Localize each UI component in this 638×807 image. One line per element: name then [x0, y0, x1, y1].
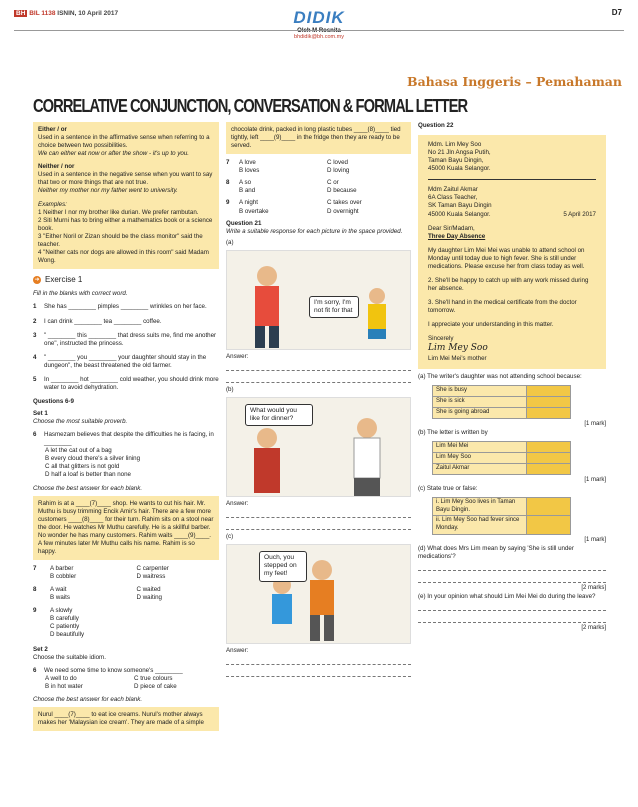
- notes-box: [33, 122, 219, 269]
- option: A slowly: [50, 607, 73, 615]
- exercise-item: [33, 318, 219, 326]
- marks: [1 mark]: [584, 421, 606, 428]
- address-line: SK Taman Bayu Dingin: [428, 202, 492, 210]
- question: [33, 565, 219, 581]
- brand-logo: DIDIK: [293, 8, 345, 27]
- item-number: 4: [33, 353, 37, 361]
- answer-line: [418, 601, 606, 611]
- letter-paragraph: My daughter Lim Mei Mei was unable to attend school on Monday until today due to high fever. She is still under medications. Please excuse her from class today as well.: [428, 246, 585, 270]
- marks: [2 marks]: [581, 624, 606, 631]
- column-2: [226, 122, 411, 679]
- answer-label: Answer:: [226, 352, 249, 360]
- option: C patiently: [50, 623, 80, 631]
- exercise-item: [33, 332, 219, 348]
- option: B cobbler: [50, 573, 77, 581]
- option: C waited: [136, 586, 161, 594]
- note-heading: Neither / nor: [38, 163, 75, 171]
- signature: Lim Mey Soo: [428, 343, 488, 354]
- letter-paragraph: 2. She'll be happy to catch up with any work missed during her absence.: [428, 276, 589, 292]
- answer-label: Answer:: [226, 647, 249, 654]
- option-cell: Zaitul Akmar: [433, 463, 527, 474]
- option-cell: Lim Mei Mei: [433, 441, 527, 452]
- instruction: Choose the best answer for each blank.: [33, 695, 143, 703]
- salutation: Dear Sir/Madam,: [428, 224, 475, 232]
- question-text: (c) State true or false:: [418, 484, 478, 492]
- letter-subject: Three Day Absence: [428, 232, 486, 240]
- option: D waitress: [136, 573, 166, 581]
- note-example: We can either eat now or after the show - it's up to you.: [38, 150, 190, 158]
- answer-table: [432, 441, 571, 475]
- question-number: 9: [33, 607, 37, 615]
- speech-bubble: Ouch, you stepped on my feet!: [259, 551, 307, 582]
- answer-line: [226, 373, 411, 383]
- option: B every cloud there's a silver lining: [45, 455, 141, 463]
- option: A let the cat out of a bag: [45, 447, 112, 455]
- option: D because: [327, 187, 357, 195]
- examples-heading: Examples:: [38, 200, 67, 208]
- option: B waits: [50, 594, 70, 602]
- option-cell: She is going abroad: [433, 408, 527, 419]
- question-text: (d) What does Mrs Lim mean by saying 'She is still under medications'?: [418, 544, 574, 560]
- item-number: 2: [33, 317, 37, 325]
- address-line: Taman Bayu Dingin,: [428, 157, 484, 165]
- option-cell: ii. Lim Mey Soo had fever since Monday.: [433, 516, 527, 535]
- option: C or: [327, 179, 339, 187]
- passage: Nurul ____(7)____ to eat ice creams. Nurul's mother always makes her 'Malaysian ice cream'. They are made of a simple: [33, 707, 219, 731]
- answer-line: [226, 361, 411, 371]
- picture-label: (b): [226, 385, 234, 393]
- answer-cell[interactable]: [527, 441, 571, 452]
- instruction: Write a suitable response for each picture in the space provided.: [226, 227, 403, 235]
- header-rule: [14, 30, 624, 31]
- address-line: 45000 Kuala Selangor.: [428, 210, 491, 218]
- question-number: 6: [33, 666, 37, 674]
- options: [237, 199, 411, 215]
- option: C loved: [327, 159, 348, 167]
- answer-table: [432, 497, 571, 535]
- question-text: (b) The letter is written by: [418, 428, 488, 436]
- option: B carefully: [50, 615, 79, 623]
- answer-cell[interactable]: [527, 452, 571, 463]
- options: [33, 675, 219, 691]
- option-cell: Lim Mey Soo: [433, 452, 527, 463]
- question-heading: Question 22: [418, 122, 454, 129]
- page-number: D7: [611, 8, 622, 17]
- item-text: In ________ hot ________ cold weather, you should drink more water to avoid dehydration.: [44, 375, 219, 391]
- answer-table: [432, 385, 571, 419]
- option-cell: She is busy: [433, 386, 527, 397]
- options: [33, 447, 219, 479]
- item-text: She has ________ pimples ________ wrinkles on her face.: [44, 303, 207, 311]
- option: C true colours: [134, 674, 173, 682]
- question: [226, 179, 411, 195]
- picture-b: [226, 397, 411, 497]
- item-text: I can drink ________ tea ________ coffee.: [44, 317, 162, 325]
- item-number: 1: [33, 303, 37, 311]
- item-text: " ________ this ________ that dress suits me, find me another one", instructed the princess.: [44, 331, 217, 347]
- example-item: 2 Siti Murni has to bring either a mathematics book or a science book.: [38, 216, 213, 232]
- option: D loving: [327, 167, 350, 175]
- question: [33, 431, 219, 447]
- answer-line: [226, 508, 411, 518]
- note-heading: Either / or: [38, 126, 67, 133]
- exercise-item: [33, 354, 219, 370]
- address-line: No 21 Jln Angsa Putih,: [428, 149, 491, 157]
- recipient-address: [428, 186, 596, 218]
- item-text: " ________ you ________ your daughter should stay in the dungeon", the beast threatened the old farmer.: [44, 353, 207, 369]
- section-title: Bahasa Inggeris – Pemahaman: [407, 74, 622, 89]
- note-text: Used in a sentence in the negative sense when you want to say that two or more things that are not true.: [38, 171, 213, 187]
- illustration: [227, 545, 411, 644]
- letter: [418, 135, 606, 369]
- option-cell: i. Lim Mey Soo lives in Taman Bayu Dingin.: [433, 497, 527, 516]
- option: D waiting: [136, 594, 162, 602]
- arrow-icon: ➜: [34, 277, 40, 284]
- answer-line: [226, 667, 411, 677]
- brand-badge: BH: [16, 10, 26, 17]
- page-header: [14, 8, 624, 89]
- question: [226, 159, 411, 175]
- question-text: Hasmezam believes that despite the difficulties he is facing, in ________: [44, 431, 214, 447]
- picture-a: [226, 250, 411, 350]
- option: B loves: [239, 167, 260, 175]
- issue-number: BIL 1138: [29, 10, 56, 17]
- question: [33, 607, 219, 639]
- marks: [1 mark]: [584, 476, 606, 483]
- address-line: 45000 Kuala Selangor.: [428, 165, 491, 173]
- option: A love: [239, 159, 256, 167]
- option: B overtake: [239, 207, 269, 215]
- sender-address: [428, 141, 596, 180]
- answer-line: [226, 655, 411, 665]
- author: Oleh M Rosnita: [297, 28, 341, 34]
- question-number: 8: [33, 586, 37, 594]
- option: B and: [239, 187, 256, 195]
- answer-line: [418, 613, 606, 623]
- column-1: [33, 122, 219, 731]
- exercise-label: Exercise 1: [45, 275, 83, 284]
- speech-bubble: What would you like for dinner?: [245, 404, 313, 426]
- item-number: 3: [33, 331, 37, 339]
- options: [44, 565, 219, 581]
- letter-date: 5 April 2017: [563, 210, 596, 218]
- answer-cell[interactable]: [527, 386, 571, 397]
- question-text: (a) The writer's daughter was not attending school because:: [418, 373, 582, 380]
- section-heading: Questions 6-9: [33, 397, 74, 405]
- item-number: 5: [33, 375, 37, 383]
- options: [44, 607, 84, 639]
- exercise-item: [33, 376, 219, 392]
- letter-paragraph: 3. She'll hand in the medical certificate from the doctor tomorrow.: [428, 299, 577, 315]
- passage: Rahim is at a ____(7)____ shop. He wants to cut his hair. Mr. Muthu is busy trimming Encik Amir's hair. There are a few more customers ____(8)____ for their turn. Rahim sits on a stool near the door. He watches Mr Muthu carefully. He is a skillful barber. No wonder he has many customers. Rahim waits ____(9)____. A few minutes later Mr Muthu calls his name. Rahim is so happy.: [33, 496, 219, 560]
- signer-title: Lim Mei Mei's mother: [428, 354, 487, 362]
- example-item: 4 "Neither cats nor dogs are allowed in this room" said Madam Wong.: [38, 248, 209, 264]
- question-number: 8: [226, 179, 230, 187]
- speech-bubble: I'm sorry, I'm not fit for that: [309, 296, 359, 318]
- masthead: [264, 8, 374, 40]
- answer-line: [418, 573, 606, 583]
- issue-date: ISNIN, 10 April 2017: [57, 10, 119, 17]
- option: A night: [239, 199, 258, 207]
- option: A so: [239, 179, 252, 187]
- question-text: We need some time to know someone's ________: [44, 666, 183, 674]
- address-line: 6A Class Teacher,: [428, 194, 478, 202]
- email: bhdidik@bh.com.my: [294, 34, 344, 40]
- example-item: 3 "Either Noril or Zizan should be the class monitor" said the teacher.: [38, 232, 203, 248]
- option: C takes over: [327, 199, 362, 207]
- closing: Sincerely: [428, 335, 454, 343]
- letter-paragraph: I appreciate your understanding in this matter.: [428, 321, 554, 329]
- answer-cell[interactable]: [527, 463, 571, 474]
- answer-cell[interactable]: [527, 497, 571, 516]
- note-text: Used in a sentence in the affirmative sense when referring to a choice between two possibilities.: [38, 134, 210, 150]
- option: C carpenter: [136, 565, 169, 573]
- option: B in hot water: [45, 682, 83, 690]
- question: [226, 199, 411, 215]
- option: A barber: [50, 565, 74, 573]
- answer-line: [418, 561, 606, 571]
- question-heading: Question 21: [226, 219, 262, 227]
- picture-label: (a): [226, 238, 234, 246]
- page-title: CORRELATIVE CONJUNCTION, CONVERSATION & FORMAL LETTER: [33, 96, 468, 116]
- picture-label: (c): [226, 532, 234, 540]
- option-cell: She is sick: [433, 397, 527, 408]
- exercise-item: [33, 303, 219, 311]
- picture-c: [226, 544, 411, 644]
- option: A wait: [50, 586, 67, 594]
- options: [44, 586, 219, 602]
- question: [33, 586, 219, 602]
- marks: [1 mark]: [584, 536, 606, 543]
- option: A well to do: [45, 674, 77, 682]
- passage-continued: chocolate drink, packed in long plastic tubes ____(8)____ tied tightly, left ____(9)____ in the fridge then they are ready to be served.: [226, 122, 411, 154]
- example-item: 1 Neither I nor my brother like durian. We prefer rambutan.: [38, 208, 199, 216]
- options: [237, 159, 411, 175]
- set-label: Set 1: [33, 410, 48, 418]
- option: D overnight: [327, 207, 359, 215]
- instruction: Choose the suitable idiom.: [33, 653, 106, 661]
- answer-cell[interactable]: [527, 408, 571, 419]
- address-line: Mdm Zaitul Akmar: [428, 186, 478, 194]
- question-text: (e) In your opinion what should Lim Mei Mei do during the leave?: [418, 592, 596, 600]
- issue-info: [14, 10, 118, 17]
- exercise-heading: [33, 275, 219, 285]
- answer-label: Answer:: [226, 499, 249, 507]
- question-number: 7: [226, 159, 230, 167]
- question-number: 7: [33, 565, 37, 573]
- instruction: Fill in the blanks with correct word.: [33, 290, 128, 298]
- set-label: Set 2: [33, 645, 48, 653]
- address-line: Mdm. Lim Mey Soo: [428, 141, 482, 149]
- marks: [2 marks]: [581, 584, 606, 591]
- note-example: Neither my mother nor my father went to university.: [38, 187, 178, 195]
- instruction: Choose the best answer for each blank.: [33, 484, 143, 492]
- answer-cell[interactable]: [527, 397, 571, 408]
- option: D half a loaf is better than none: [45, 471, 131, 479]
- option: D beautifully: [50, 631, 85, 639]
- answer-cell[interactable]: [527, 516, 571, 535]
- column-3: [418, 122, 606, 633]
- option: D piece of cake: [134, 682, 177, 690]
- option: C all that glitters is not gold: [45, 463, 120, 471]
- question-number: 6: [33, 431, 37, 439]
- question-number: 9: [226, 199, 230, 207]
- options: [237, 179, 411, 195]
- instruction: Choose the most suitable proverb.: [33, 418, 128, 426]
- question: [33, 667, 219, 675]
- answer-line: [226, 520, 411, 530]
